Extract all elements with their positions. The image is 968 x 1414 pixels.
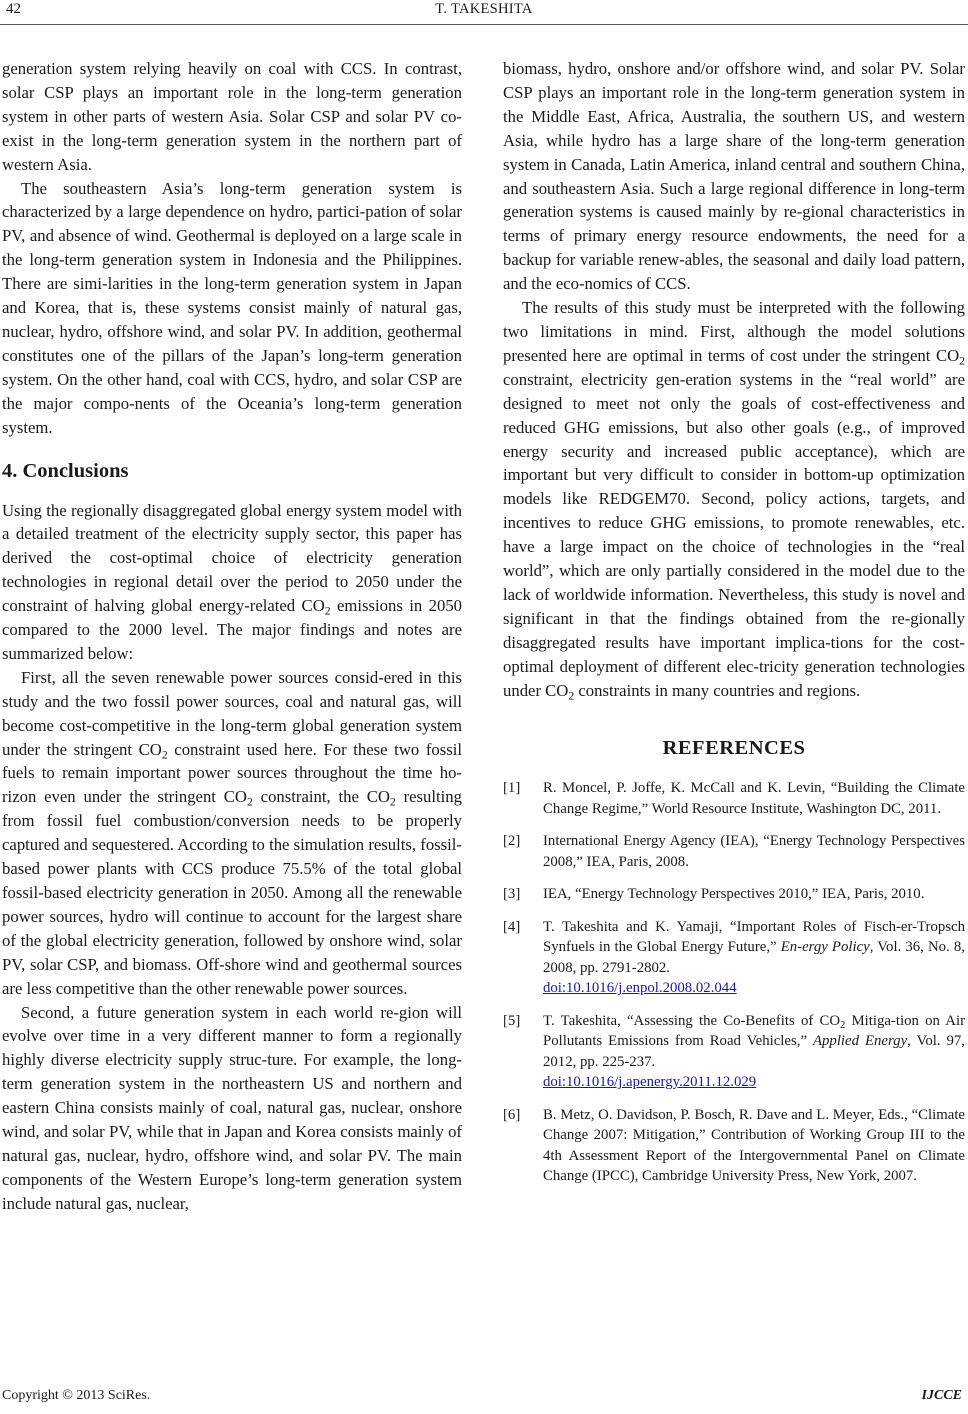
- running-head: T. TAKESHITA: [435, 1, 533, 17]
- paragraph: First, all the seven renewable power sources consid-ered in this study and the two fossil power sources, coal and natural gas, will become cost-competitive in the long-term global generation system under the stringent $CO_2$ constraint used here. For these two fossil fuels to remain important power sources throughout the time ho-rizon even under the stringent $CO_2$ constraint, the $CO_2$ resulting from fossil fuel combustion/conversion needs to be properly captured and sequestered. According to the simulation results, fossil-based power plants with CCS produce 75.5% of the total global fossil-based electricity generation in 2050. Among all the renewable power sources, hydro will continue to account for the largest share of the global electricity generation, followed by onshore wind, solar PV, solar CSP, and biomass. Off-shore wind and geothermal sources are less competitive than the other renewable power sources.: [2, 667, 462, 998]
- doi-link[interactable]: doi:10.1016/j.enpol.2008.02.044: [543, 980, 737, 997]
- reference-text: IEA, “Energy Technology Perspectives 2010,” IEA, Paris, 2010.: [543, 886, 925, 903]
- paragraph: biomass, hydro, onshore and/or offshore wind, and solar PV. Solar CSP plays an important role in the long-term generation system in the Middle East, Africa, Australia, the southern US, and western Asia, while hydro has a large share of the long-term generation system in Canada, Latin America, inland central and southern China, and southeastern Asia. Such a large regional difference in long-term generation systems is caused mainly by re-gional characteristics in terms of primary energy resource endowments, the need for a backup for variable renew-ables, the seasonal and daily load pattern, and the eco-nomics of CCS.: [503, 59, 965, 294]
- reference-text: B. Metz, O. Davidson, P. Bosch, R. Dave and L. Meyer, Eds., “Climate Change 2007: Mitigation,” Contribution of Working Group III to the 4th Assessment Report of the Intergovernmental Panel on Climate Change (IPCC), Cambridge University Press, New York, 2007.: [543, 1106, 965, 1185]
- doi-link[interactable]: doi:10.1016/j.apenergy.2011.12.029: [543, 1074, 757, 1091]
- reference-number: [5]: [503, 1012, 521, 1029]
- paragraph: The results of this study must be interpreted with the following two limitations in mind. First, although the model solutions presented here are optimal in terms of cost under the stringent $CO_2$ constraint, electricity gen-eration systems in the “real world” are designed to meet not only the goals of cost-effectiveness and reduced GHG emissions, but also other goals (e.g., of improved energy security and increased public acceptance), which are important but very difficult to consider in bottom-up optimization models like REDGEM70. Second, policy actions, targets, and incentives to reduce GHG emissions, to promote renewables, etc. have a large impact on the choice of technologies in the “real world”, which are only partially considered in the model due to the lack of worldwide information. Nevertheless, this study is novel and significant in that the findings obtained from the re-gionally disaggregated results have important implica-tions for the cost-optimal deployment of different elec-tricity generation technologies under $CO_2$ constraints in many countries and regions.: [503, 298, 965, 702]
- paragraph: generation system relying heavily on coal with CCS. In contrast, solar CSP plays an important role in the long-term generation system in other parts of western Asia. Solar CSP and solar PV co-exist in the long-term generation system in the northern part of western Asia.: [2, 59, 462, 174]
- right-column: [503, 57, 965, 1199]
- reference-text: T. Takeshita and K. Yamaji, “Important Roles of Fisch-er-Tropsch Synfuels in the Global Energy Future,” En-ergy Policy, Vol. 36, No. 8, 2008, pp. 2791-2802. doi:10.1016/j.enpol.2008.02.044: [543, 918, 965, 997]
- reference-number: [2]: [503, 833, 521, 850]
- reference-item: [503, 1105, 965, 1187]
- reference-number: [3]: [503, 886, 521, 903]
- paragraph: Using the regionally disaggregated global energy system model with a detailed treatment of the electricity supply sector, this paper has derived the cost-optimal choice of electricity generation technologies in regional detail over the period to 2050 under the constraint of halving global energy-related $CO_2$ emissions in 2050 compared to the 2000 level. The major findings and notes are summarized below:: [2, 500, 463, 663]
- reference-list: [503, 778, 965, 1187]
- footer-journal: IJCCE: [921, 1388, 962, 1403]
- reference-item: [503, 778, 965, 819]
- reference-item: [503, 831, 965, 872]
- left-column: [2, 57, 462, 1216]
- page-number: 42: [6, 1, 21, 17]
- reference-number: [6]: [503, 1106, 521, 1123]
- reference-item: [503, 1011, 965, 1093]
- reference-text: International Energy Agency (IEA), “Energy Technology Perspectives 2008,” IEA, Paris, 2008.: [543, 833, 965, 870]
- reference-number: [1]: [503, 780, 521, 797]
- reference-text: T. Takeshita, “Assessing the Co-Benefits of $CO_2$ Mitiga-tion on Air Pollutants Emissions from Road Vehicles,” Applied Energy, Vol. 97, 2012, pp. 225-237. doi:10.1016/j.apenergy.2011.12.029: [543, 1012, 965, 1091]
- header-rule: [0, 24, 968, 25]
- reference-item: [503, 917, 965, 999]
- paragraph: The southeastern Asia’s long-term generation system is characterized by a large dependence on hydro, partici-pation of solar PV, and absence of wind. Geothermal is deployed on a large scale in the long-term generation system in Indonesia and the Philippines. There are simi-larities in the long-term generation system in Japan and Korea, that is, these systems consist mainly of natural gas, nuclear, hydro, offshore wind, and solar PV. In addition, geothermal constitutes one of the pillars of the Japan’s long-term generation system. On the other hand, coal with CCS, hydro, and solar CSP are the major compo-nents of the Oceania’s long-term generation system.: [2, 178, 462, 437]
- references-heading: REFERENCES: [662, 737, 806, 760]
- section-heading: 4. Conclusions: [2, 459, 129, 482]
- reference-item: [503, 884, 965, 905]
- reference-number: [4]: [503, 918, 521, 935]
- footer-copyright: Copyright © 2013 SciRes.: [2, 1388, 151, 1403]
- paragraph: Second, a future generation system in each world re-gion will evolve over time in a very different manner to form a regionally highly diverse electricity supply struc-ture. For example, the long-term generation system in the northeastern US and northern and eastern China consists mainly of coal, natural gas, nuclear, onshore wind, and solar PV, while that in Japan and Korea consists mainly of natural gas, nuclear, hydro, offshore wind, and solar PV. The main components of the Western Europe’s long-term generation system include natural gas, nuclear,: [2, 1002, 462, 1213]
- reference-text: R. Moncel, P. Joffe, K. McCall and K. Levin, “Building the Climate Change Regime,” World Resource Institute, Washington DC, 2011.: [543, 780, 965, 817]
